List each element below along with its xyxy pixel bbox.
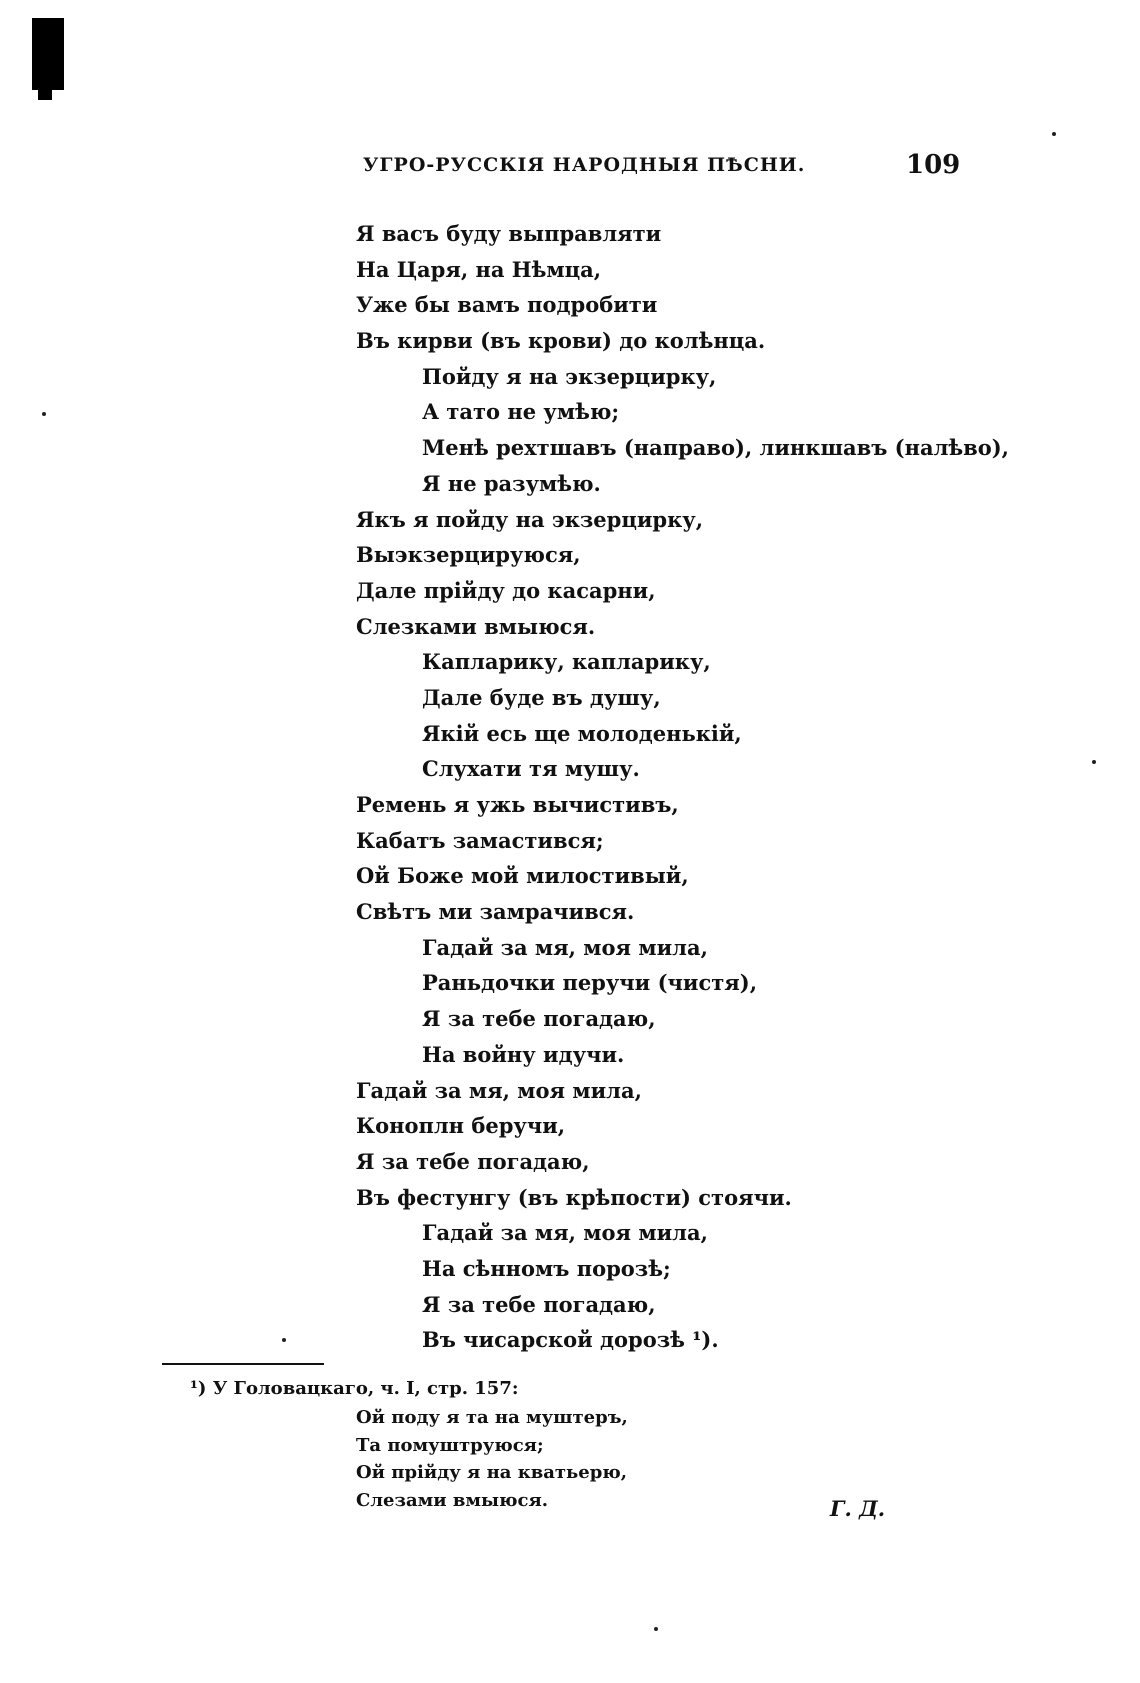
poem-line: Дале буде въ душу, <box>422 684 661 710</box>
page-number: 109 <box>906 150 961 180</box>
poem-line: На войну идучи. <box>422 1041 625 1067</box>
poem-line: Якій есь ще молоденькій, <box>422 720 742 746</box>
footnote-line: Ой поду я та на муштеръ, <box>356 1407 628 1428</box>
scan-speck <box>282 1338 286 1342</box>
footnote-line: Та помуштруюся; <box>356 1434 544 1456</box>
poem-line: Свѣтъ ми замрачився. <box>356 899 635 925</box>
footnote-source: У Головацкаго, ч. I, стр. 157: <box>212 1378 519 1399</box>
poem-line: Менѣ рехтшавъ (направо), линкшавъ (налѣво), <box>422 435 1009 461</box>
poem-line: Я не разумѣю. <box>422 470 601 496</box>
poem-line: Пойду я на экзерцирку, <box>422 363 717 389</box>
poem-line: Ой Боже мой милостивый, <box>356 863 689 889</box>
scan-speck <box>654 1627 658 1631</box>
poem-line: Я за тебе погадаю, <box>356 1148 590 1174</box>
poem-line: На сѣнномъ порозѣ; <box>422 1255 671 1281</box>
scan-speck <box>1052 132 1056 136</box>
poem-line: Въ кирви (въ крови) до колѣнца. <box>356 328 766 354</box>
poem-line: Гадай за мя, моя мила, <box>422 934 708 960</box>
scan-speck <box>42 412 46 416</box>
poem-line: Раньдочки перучи (чистя), <box>422 970 758 996</box>
poem-line: Я за тебе погадаю, <box>422 1006 656 1032</box>
footnote-line: Слезами вмыюся. <box>356 1489 549 1511</box>
poem-line: Выэкзерцируюся, <box>356 542 581 568</box>
footnote-line: Ой прійду я на кватьерю, <box>356 1462 628 1483</box>
footnote-reference <box>190 1374 1010 1404</box>
poem-line: Слезками вмыюся. <box>356 613 596 639</box>
poem-line: Ремень я ужь вычиcтивъ, <box>356 792 679 817</box>
poem-line: Гадай за мя, моя мила, <box>422 1220 708 1246</box>
poem-line: Я за тебе погадаю, <box>422 1291 656 1317</box>
scan-artifact <box>32 18 64 90</box>
footnote-marker: ¹) <box>190 1378 207 1399</box>
signature: Г. Д. <box>830 1496 886 1521</box>
poem-line: А тато не умѣю; <box>422 399 620 425</box>
poem <box>356 216 1076 1358</box>
poem-line: Дале прійду до касарни, <box>356 577 656 603</box>
poem-line: Въ фестунгу (въ крѣпости) стоячи. <box>356 1184 792 1210</box>
footnote-verse <box>190 1404 1010 1514</box>
poem-line: Кабатъ замастився; <box>356 827 604 853</box>
scan-speck <box>1092 760 1096 764</box>
poem-line: Коноплн беручи, <box>356 1113 566 1139</box>
poem-line: Слухати тя мушу. <box>422 756 640 782</box>
poem-line: На Царя, на Нѣмца, <box>356 256 602 282</box>
poem-line: Въ чисарской дорозѣ ¹). <box>422 1327 719 1353</box>
running-title: УГРО-РУССКІЯ НАРОДНЫЯ ПѢСНИ. <box>363 154 806 176</box>
poem-line: Капларику, капларику, <box>422 649 711 675</box>
poem-line: Гадай за мя, моя мила, <box>356 1077 642 1103</box>
footnote <box>190 1374 1010 1514</box>
poem-line: Я васъ буду выправляти <box>356 221 662 246</box>
poem-line: Уже бы вамъ подробити <box>356 292 658 318</box>
footnote-rule <box>162 1363 324 1365</box>
poem-line: Якъ я пойду на экзерцирку, <box>356 506 704 532</box>
